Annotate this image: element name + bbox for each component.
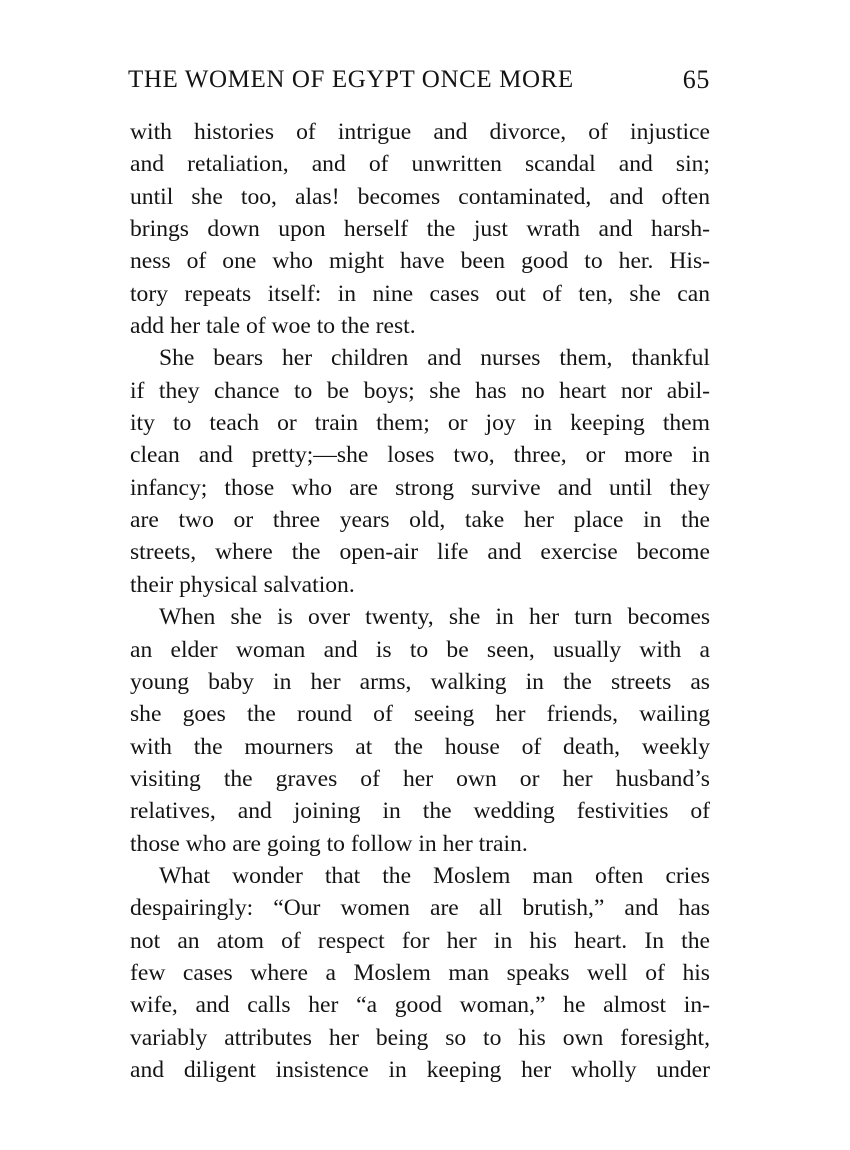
text-line: with the mourners at the house of death, weekly — [130, 733, 710, 760]
text-line: those who are going to follow in her train. — [130, 830, 528, 857]
text-line: When she is over twenty, she in her turn becomes — [159, 604, 710, 631]
text-line: their physical salvation. — [130, 571, 355, 598]
page-number: 65 — [682, 65, 710, 94]
text-line: relatives, and joining in the wedding festivities of — [130, 798, 710, 825]
text-line: She bears her children and nurses them, thankful — [159, 345, 710, 372]
text-line: ity to teach or train them; or joy in keeping them — [130, 410, 710, 437]
body-text — [130, 116, 710, 1086]
text-line: an elder woman and is to be seen, usually with a — [130, 636, 710, 663]
running-header — [128, 60, 710, 100]
text-line: tory repeats itself: in nine cases out of ten, she can — [130, 280, 710, 307]
text-line: with histories of intrigue and divorce, of injustice — [130, 119, 710, 145]
text-line: What wonder that the Moslem man often cries — [159, 862, 710, 889]
text-line: not an atom of respect for her in his heart. In the — [130, 927, 710, 954]
text-line: few cases where a Moslem man speaks well of his — [130, 959, 710, 986]
text-line: add her tale of woe to the rest. — [130, 313, 416, 340]
text-line: streets, where the open-air life and exercise become — [130, 539, 710, 566]
text-line: are two or three years old, take her place in the — [130, 507, 710, 534]
text-line: despairingly: “Our women are all brutish,” and has — [130, 895, 710, 922]
text-line: variably attributes her being so to his own foresight, — [130, 1024, 710, 1051]
text-line: brings down upon herself the just wrath and harsh- — [130, 216, 710, 243]
text-line: ness of one who might have been good to her. His- — [130, 248, 710, 275]
text-line: wife, and calls her “a good woman,” he almost in- — [130, 992, 710, 1019]
running-title: THE WOMEN OF EGYPT ONCE MORE — [128, 66, 574, 93]
text-line: infancy; those who are strong survive and until they — [130, 474, 710, 501]
text-line: clean and pretty;—she loses two, three, or more in — [130, 442, 710, 469]
text-line: visiting the graves of her own or her husband’s — [130, 765, 710, 792]
text-line: and retaliation, and of unwritten scandal and sin; — [130, 151, 710, 178]
text-line: she goes the round of seeing her friends, wailing — [130, 701, 710, 728]
text-line: if they chance to be boys; she has no heart nor abil- — [130, 377, 710, 404]
text-line: young baby in her arms, walking in the streets as — [130, 668, 710, 695]
text-line: until she too, alas! becomes contaminated, and often — [130, 183, 710, 210]
text-line: and diligent insistence in keeping her wholly under — [130, 1056, 710, 1083]
